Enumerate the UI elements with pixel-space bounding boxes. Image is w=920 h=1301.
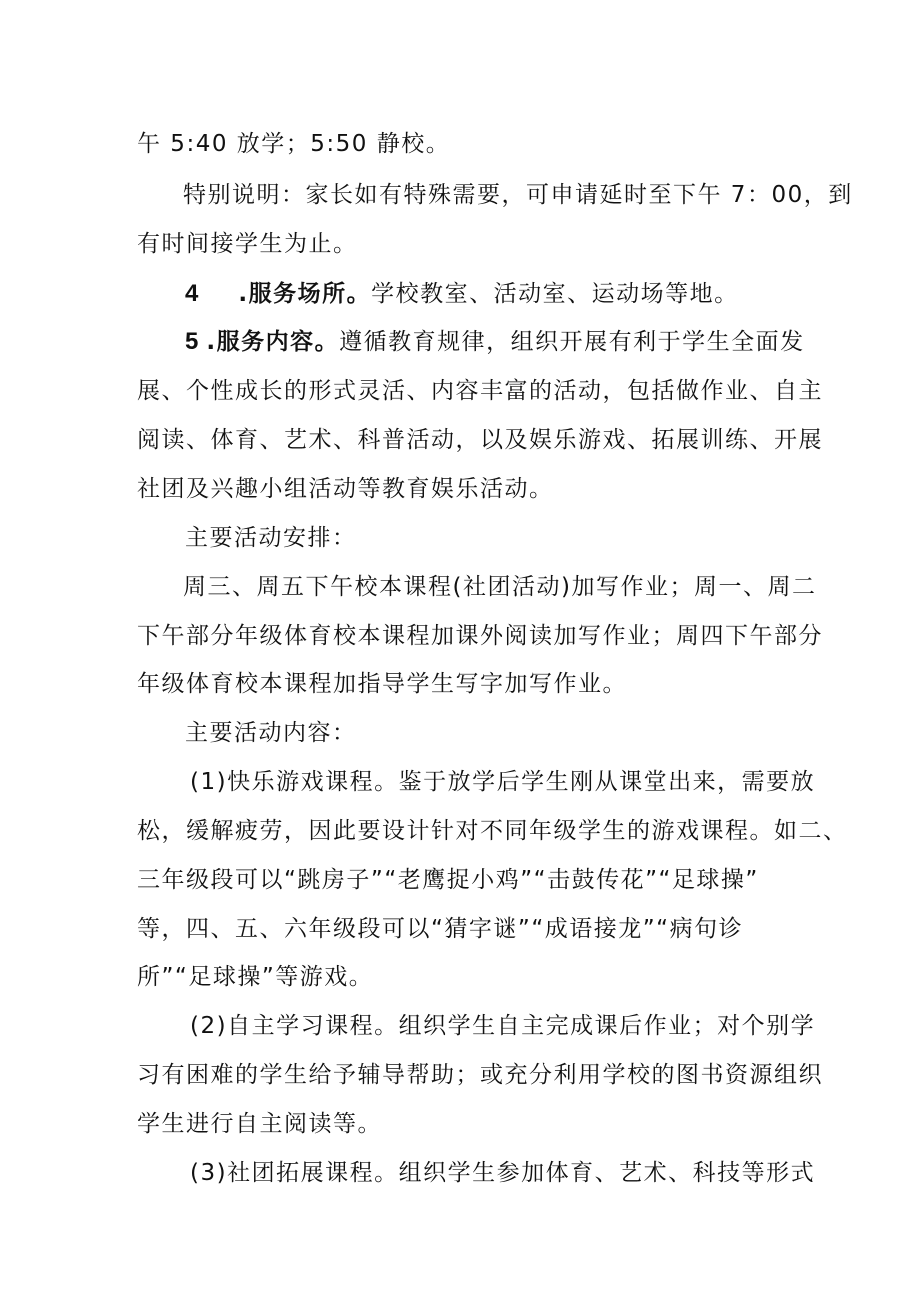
text-line: 午 5:40 放学；5:50 静校。 bbox=[137, 131, 451, 157]
text-line: 有时间接学生为止。 bbox=[137, 231, 358, 257]
text-line: 主要活动安排： bbox=[185, 525, 357, 551]
text-line: 下午部分年级体育校本课程加课外阅读加写作业；周四下午部分 bbox=[137, 623, 823, 649]
text-line: 习有困难的学生给予辅导帮助；或充分利用学校的图书资源组织 bbox=[137, 1062, 823, 1088]
heading-title: .服务场所。 bbox=[238, 281, 372, 307]
text-line: 松，缓解疲劳，因此要设计针对不同年级学生的游戏课程。如二、 bbox=[137, 818, 848, 844]
text-line: (3)社团拓展课程。组织学生参加体育、艺术、科技等形式 bbox=[190, 1160, 816, 1186]
text-line: 周三、周五下午校本课程(社团活动)加写作业；周一、周二 bbox=[183, 574, 817, 600]
text-line: 展、个性成长的形式灵活、内容丰富的活动，包括做作业、自主 bbox=[137, 378, 823, 404]
text-line: 社团及兴趣小组活动等教育娱乐活动。 bbox=[137, 476, 554, 502]
text-line: 主要活动内容： bbox=[185, 720, 357, 746]
heading-title: .服务内容。 bbox=[206, 329, 340, 355]
heading-body: 学校教室、活动室、运动场等地。 bbox=[371, 281, 739, 307]
text-line: 三年级段可以“跳房子”“老鹰捉小鸡”“击鼓传花”“足球操” bbox=[137, 867, 759, 893]
text-line: (1)快乐游戏课程。鉴于放学后学生刚从课堂出来，需要放 bbox=[190, 769, 816, 795]
heading-body: 遵循教育规律，组织开展有利于学生全面发 bbox=[339, 329, 805, 355]
heading-number: 5 bbox=[185, 328, 199, 355]
text-line: 所”“足球操”等游戏。 bbox=[137, 964, 374, 990]
text-line: 等，四、五、六年级段可以“猜字谜”“成语接龙”“病句诊 bbox=[137, 916, 744, 942]
text-line: 学生进行自主阅读等。 bbox=[137, 1111, 382, 1137]
text-line: 特别说明：家长如有特殊需要，可申请延时至下午 7：00，到 bbox=[183, 182, 853, 208]
text-line: 年级体育校本课程加指导学生写字加写作业。 bbox=[137, 671, 627, 697]
section-heading-4 bbox=[185, 274, 739, 314]
text-line: 阅读、体育、艺术、科普活动，以及娱乐游戏、拓展训练、开展 bbox=[137, 427, 823, 453]
text-line: (2)自主学习课程。组织学生自主完成课后作业；对个别学 bbox=[190, 1013, 816, 1039]
heading-number: 4 bbox=[185, 280, 199, 307]
section-heading-5 bbox=[185, 322, 805, 362]
